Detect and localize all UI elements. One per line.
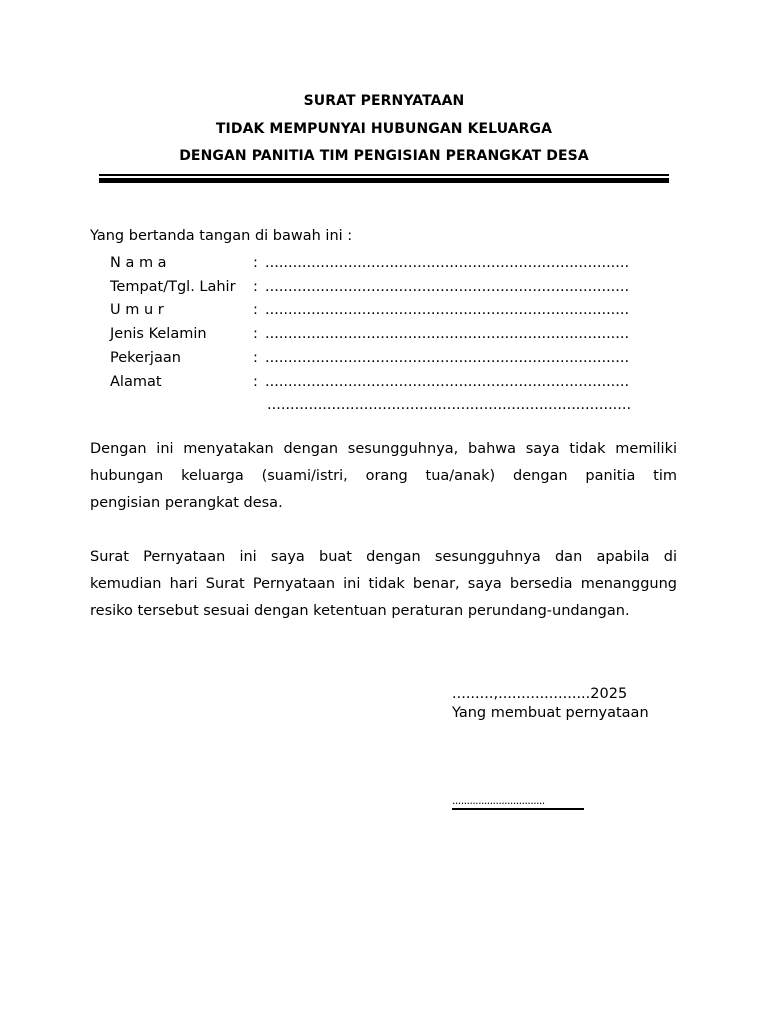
field-colon: : xyxy=(253,350,258,366)
paragraph-line: kemudian hari Surat Pernyataan ini tidak benar, saya bersedia menanggung xyxy=(90,576,677,592)
field-label: Jenis Kelamin xyxy=(110,326,207,342)
declaration-paragraph xyxy=(90,544,677,625)
document-subtitle-2: DENGAN PANITIA TIM PENGISIAN PERANGKAT DESA xyxy=(179,148,589,164)
intro-text: Yang bertanda tangan di bawah ini : xyxy=(90,228,353,244)
field-label: Tempat/Tgl. Lahir xyxy=(110,279,236,295)
header-rule-thick xyxy=(99,178,669,183)
field-colon: : xyxy=(253,374,258,390)
field-blank: ............................................................................... xyxy=(265,279,630,295)
paragraph-line: pengisian perangkat desa. xyxy=(90,495,283,511)
signature-name-blank: ................................ xyxy=(452,794,545,807)
paragraph-line: resiko tersebut sesuai dengan ketentuan peraturan perundang-undangan. xyxy=(90,603,630,619)
field-colon: : xyxy=(253,326,258,342)
field-alamat-continuation: ............................................................................... xyxy=(267,397,632,413)
field-colon: : xyxy=(253,302,258,318)
field-label: U m u r xyxy=(110,302,164,318)
signature-role: Yang membuat pernyataan xyxy=(452,705,649,721)
field-blank: ............................................................................... xyxy=(265,374,630,390)
field-blank: ............................................................................... xyxy=(265,350,630,366)
document-title: SURAT PERNYATAAN xyxy=(303,93,465,109)
signature-underline xyxy=(452,808,584,810)
header-rule-thin xyxy=(99,174,669,176)
paragraph-line: Surat Pernyataan ini saya buat dengan sesungguhnya dan apabila di xyxy=(90,549,677,565)
signature-date: .........,....................2025 xyxy=(452,686,628,702)
field-label: Pekerjaan xyxy=(110,350,181,366)
document-subtitle-1: TIDAK MEMPUNYAI HUBUNGAN KELUARGA xyxy=(215,121,553,137)
field-blank: ............................................................................... xyxy=(265,255,630,271)
statement-paragraph xyxy=(90,436,677,517)
field-label: Alamat xyxy=(110,374,162,390)
paragraph-line: Dengan ini menyatakan dengan sesungguhnya, bahwa saya tidak memiliki xyxy=(90,441,677,457)
field-colon: : xyxy=(253,279,258,295)
field-blank: ............................................................................... xyxy=(265,302,630,318)
paragraph-line: hubungan keluarga (suami/istri, orang tua/anak) dengan panitia tim xyxy=(90,468,677,484)
field-label: N a m a xyxy=(110,255,167,271)
field-colon: : xyxy=(253,255,258,271)
field-blank: ............................................................................... xyxy=(265,326,630,342)
